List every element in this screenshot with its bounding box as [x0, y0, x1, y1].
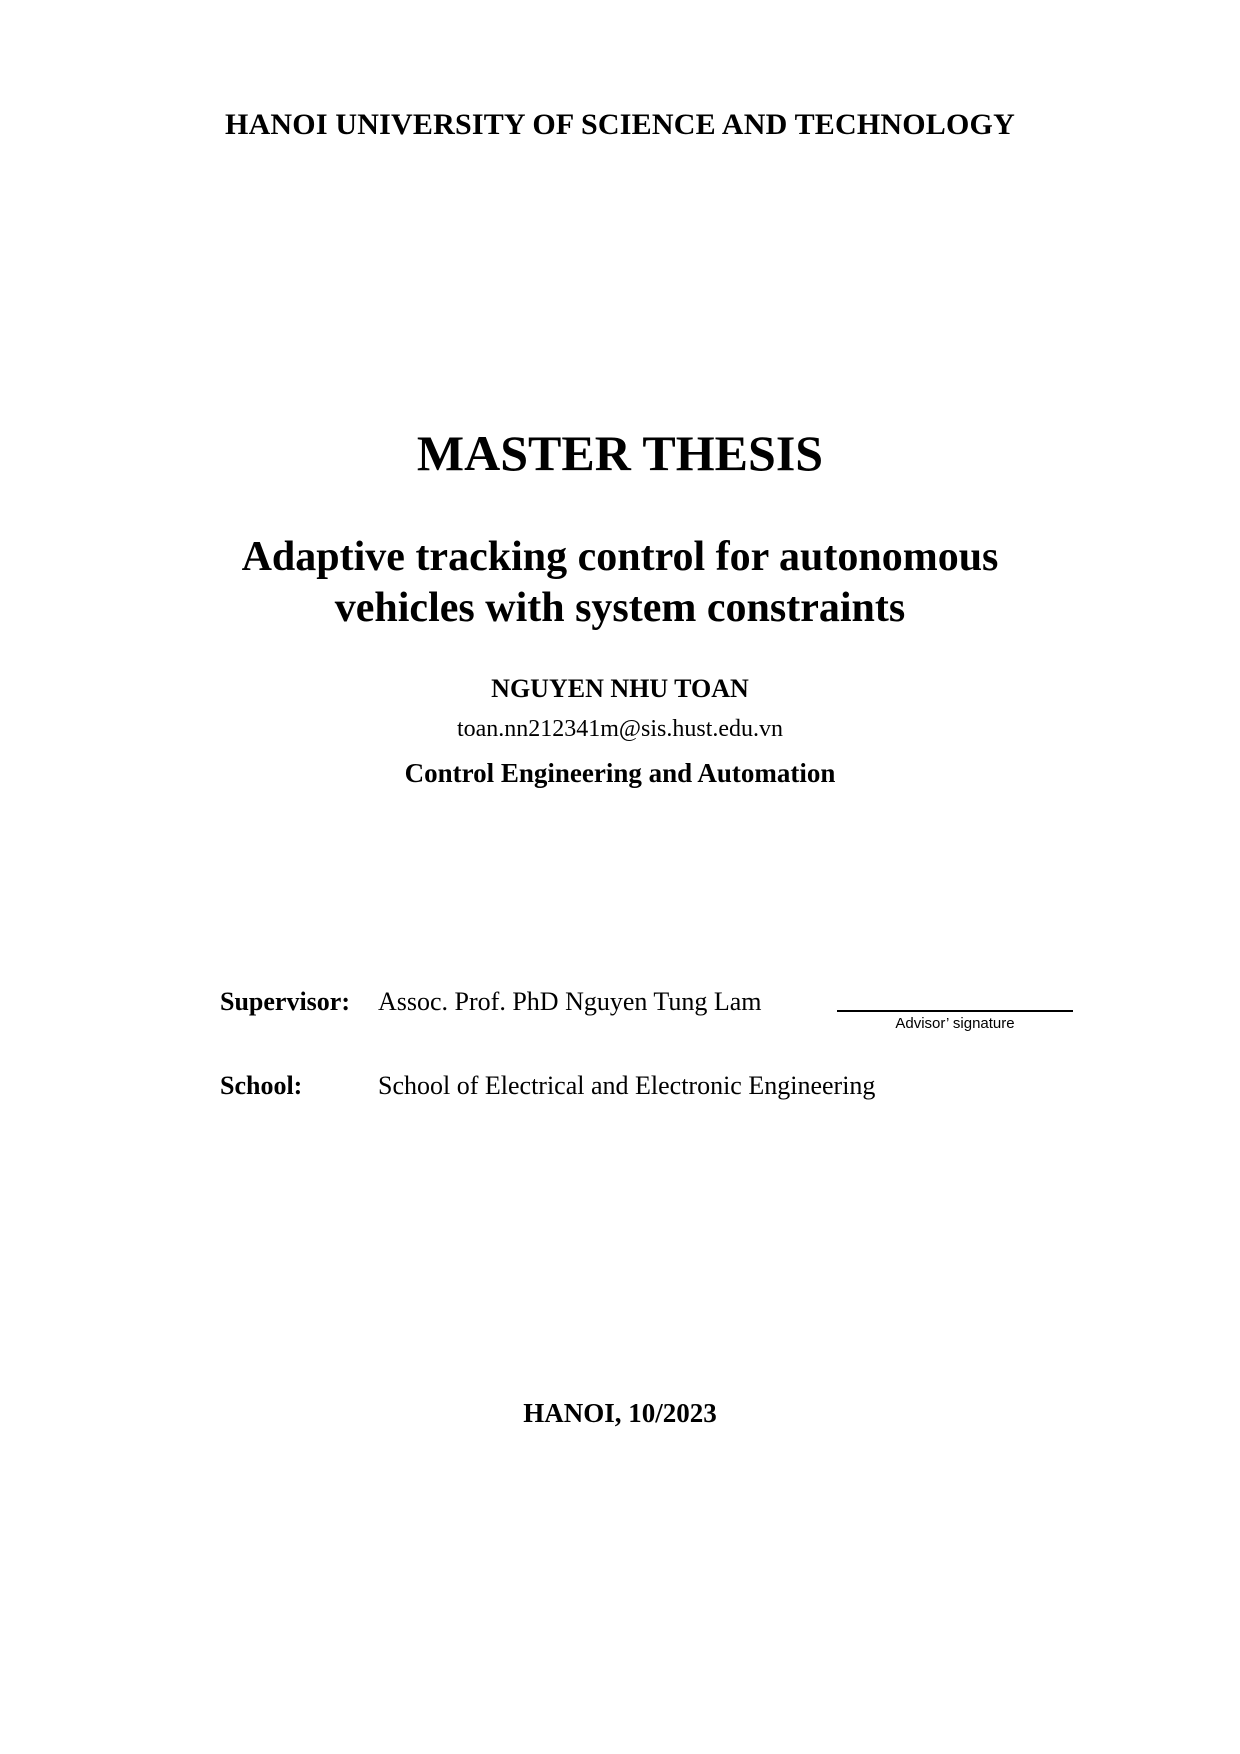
signature-caption: Advisor’ signature [895, 1015, 1015, 1032]
thesis-title-line-1: Adaptive tracking control for autonomous [241, 534, 999, 580]
thesis-title [0, 532, 1240, 634]
author-email: toan.nn212341m@sis.hust.edu.vn [456, 716, 784, 742]
school-value: School of Electrical and Electronic Engineering [378, 1071, 876, 1100]
supervisor-label: Supervisor: [220, 987, 350, 1016]
supervisor-value: Assoc. Prof. PhD Nguyen Tung Lam [378, 987, 762, 1016]
university-name: HANOI UNIVERSITY OF SCIENCE AND TECHNOLOGY [225, 108, 1015, 141]
school-label: School: [220, 1071, 303, 1100]
author-name: NGUYEN NHU TOAN [491, 674, 749, 703]
signature-line [837, 1010, 1073, 1012]
place-and-date: HANOI, 10/2023 [523, 1398, 717, 1428]
thesis-title-line-2: vehicles with system constraints [334, 585, 906, 631]
study-program: Control Engineering and Automation [404, 758, 836, 788]
document-type-heading: MASTER THESIS [416, 425, 824, 481]
